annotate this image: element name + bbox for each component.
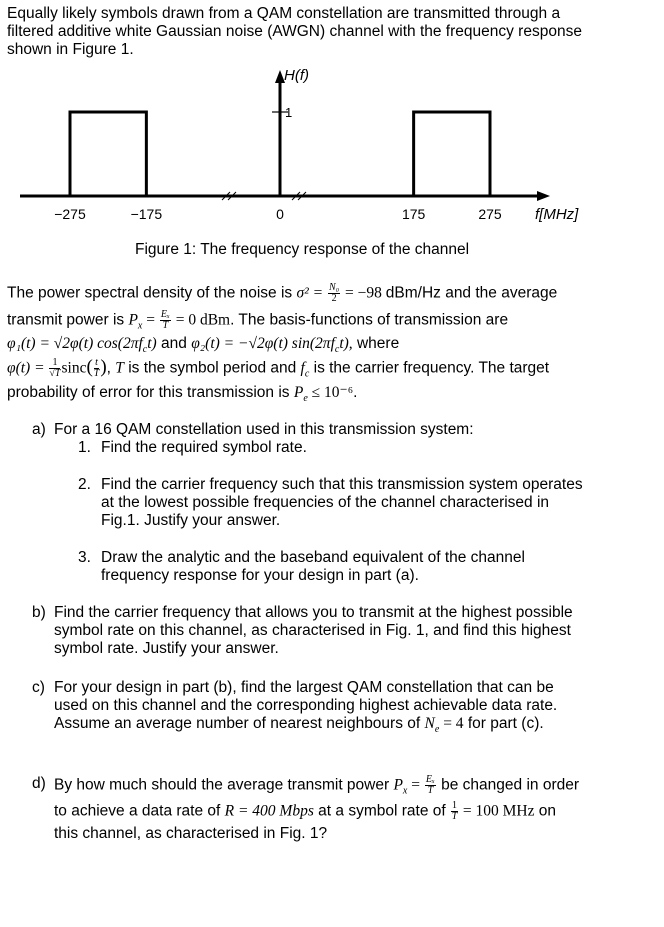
part-d-label: d) bbox=[32, 775, 46, 792]
part-b-line-2: symbol rate on this channel, as characterised in Fig. 1, and find this highest bbox=[54, 622, 571, 639]
y-tick-label: 1 bbox=[285, 105, 293, 120]
part-a3-line-1: Draw the analytic and the baseband equivalent of the channel bbox=[101, 549, 525, 566]
part-d-line-3: this channel, as characterised in Fig. 1? bbox=[54, 825, 328, 842]
part-a-text: For a 16 QAM constellation used in this transmission system: bbox=[54, 421, 474, 438]
part-a2-line-2: at the lowest possible frequencies of the channel characterised in bbox=[101, 494, 550, 511]
x-tick-label-neg275: −275 bbox=[54, 206, 86, 222]
y-axis-label: H(f) bbox=[284, 67, 309, 84]
part-b-line-1: Find the carrier frequency that allows you to transmit at the highest possible bbox=[54, 604, 573, 621]
basis-functions-line: φ₁(t) = √2φ(t) $\cos(2\pi f_ct)$ and φ₂(t) = −√2φ(t) $\sin(2\pi f_ct)$, where bbox=[7, 335, 400, 356]
figure-caption: Figure 1: The frequency response of the channel bbox=[135, 241, 470, 258]
frequency-response-figure bbox=[0, 60, 664, 295]
part-c-label: c) bbox=[32, 679, 45, 696]
part-a-label: a) bbox=[32, 421, 46, 438]
part-a2-line-1: Find the carrier frequency such that this transmission system operates bbox=[101, 476, 583, 493]
part-a3-num: 3. bbox=[78, 549, 91, 566]
x-tick-label-175: 175 bbox=[401, 206, 426, 222]
part-c-line-2: used on this channel and the corresponding highest achievable data rate. bbox=[54, 697, 558, 714]
part-c-line-1: For your design in part (b), find the largest QAM constellation that can be bbox=[54, 679, 554, 696]
transmit-power-line: transmit power is $P_x$ = $\frac{\text{Eₓ}}{T}$ = 0 dBm. The basis-functions of transmission are bbox=[7, 309, 509, 332]
intro-line-3: shown in Figure 1. bbox=[7, 41, 134, 58]
part-a2-num: 2. bbox=[78, 476, 91, 493]
part-a3-line-2: frequency response for your design in part (a). bbox=[101, 567, 419, 584]
probability-error-line: probability of error for this transmission is $P_e \le 10^{-6}$. bbox=[7, 384, 358, 405]
part-b-line-3: symbol rate. Justify your answer. bbox=[54, 640, 279, 657]
part-a1-num: 1. bbox=[78, 439, 91, 456]
part-d-line-2: to achieve a data rate of R = 400 Mbps at a symbol rate of $\frac{1}{T}$ = 100 MHz on bbox=[54, 800, 557, 822]
noise-psd-line: The power spectral density of the noise is σ² = $\frac{\text{N₀}}{2}$ = −98 dBm/Hz and the average bbox=[7, 282, 558, 304]
passband-series-1 bbox=[70, 112, 146, 196]
part-a2-line-3: Fig.1. Justify your answer. bbox=[101, 512, 281, 529]
phi-definition-line: φ(t) = $\frac{1}{√T}$ sinc( $\frac{t}{T}$ ), T is the symbol period and $f_c$ is the carrier frequency. The target bbox=[7, 356, 550, 380]
intro-line-2: filtered additive white Gaussian noise (AWGN) channel with the frequency response bbox=[7, 23, 582, 40]
passband-series-2 bbox=[414, 112, 490, 196]
x-tick-label-275: 275 bbox=[478, 206, 502, 222]
part-d-line-1: By how much should the average transmit power $P_x$ = $\frac{\text{Eₓ}}{T}$ be changed in order bbox=[54, 774, 580, 797]
x-tick-label-neg175: −175 bbox=[130, 206, 163, 222]
intro-line-1: Equally likely symbols drawn from a QAM constellation are transmitted through a bbox=[7, 5, 561, 22]
x-tick-label-0: 0 bbox=[276, 206, 284, 222]
x-axis-arrow-icon bbox=[537, 191, 550, 201]
part-c-line-3: Assume an average number of nearest neighbours of $N_e = 4$ for part (c). bbox=[54, 715, 544, 736]
x-axis-label: f[MHz] bbox=[535, 206, 579, 223]
part-a1-text: Find the required symbol rate. bbox=[101, 439, 307, 456]
part-b-label: b) bbox=[32, 604, 46, 621]
